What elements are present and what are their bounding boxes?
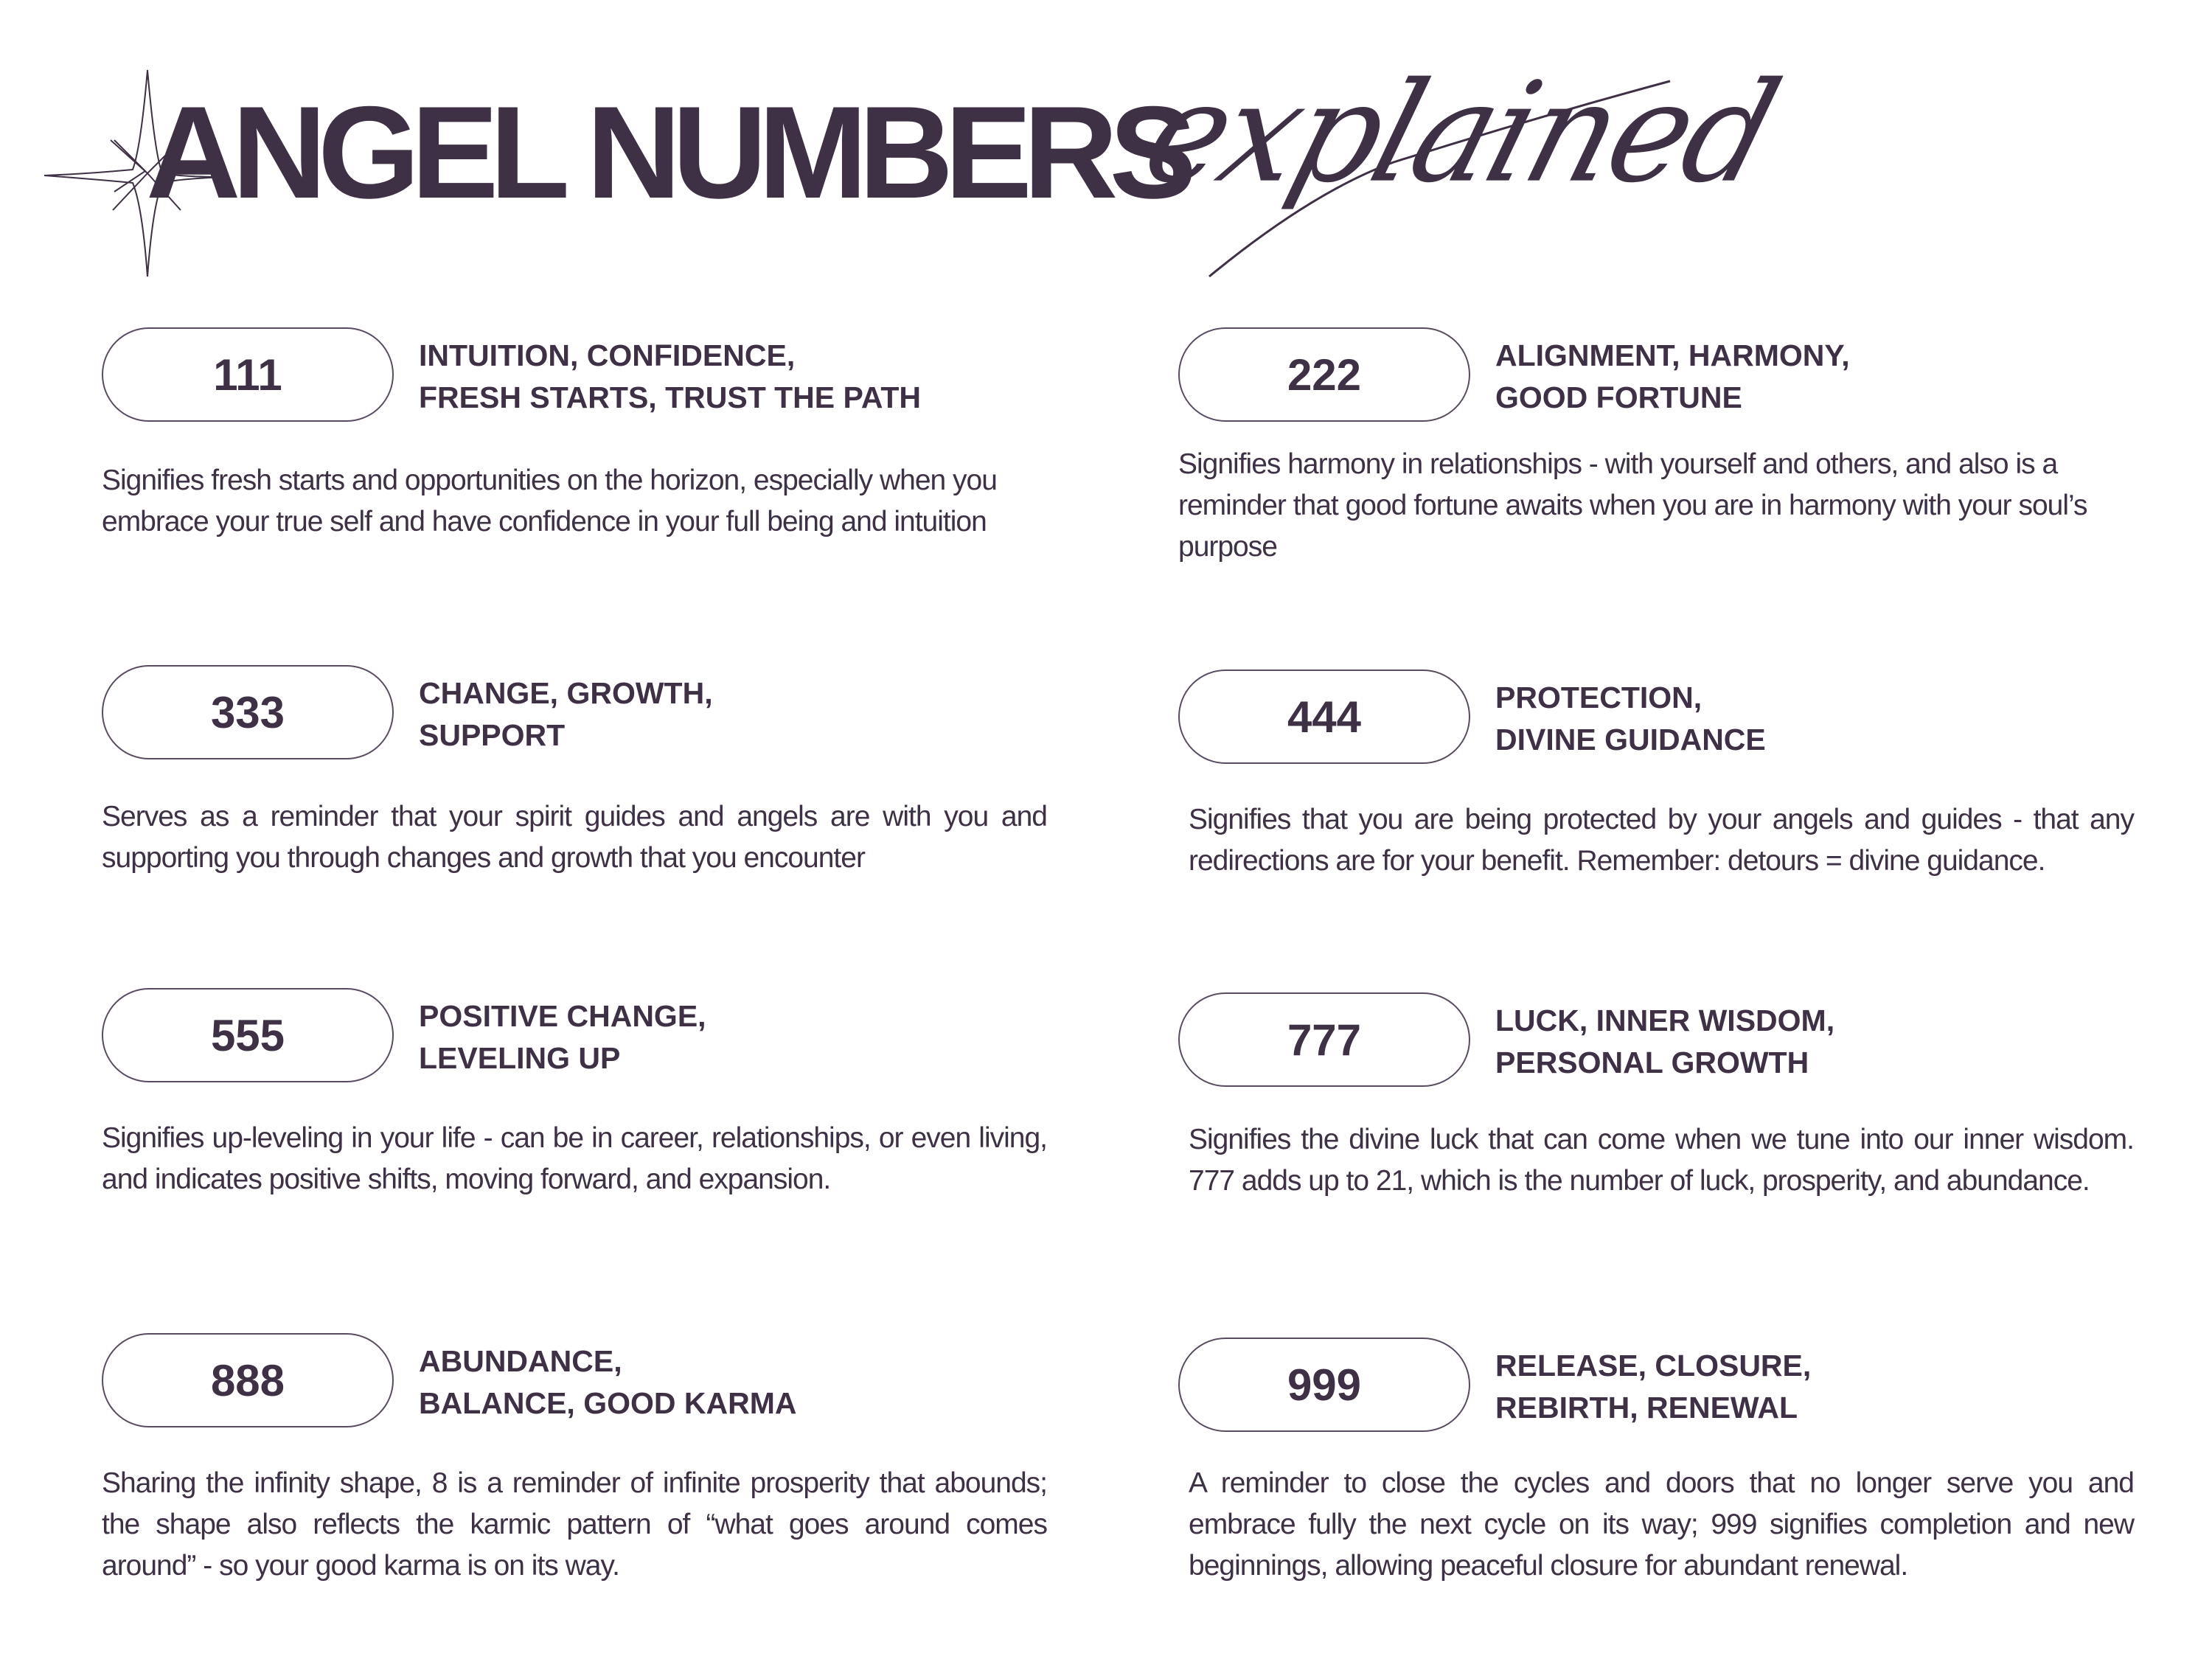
keyword-line: GOOD FORTUNE [1495,380,1742,414]
keyword-line: RELEASE, CLOSURE, [1495,1349,1812,1382]
keywords [1495,1000,1834,1084]
number-pill: 333 [102,665,394,759]
keyword-line: LUCK, INNER WISDOM, [1495,1004,1835,1037]
keywords [419,1340,796,1425]
keyword-line: PERSONAL GROWTH [1495,1046,1809,1079]
keyword-line: ALIGNMENT, HARMONY, [1495,338,1850,372]
description: Signifies fresh starts and opportunities on the horizon, especially when you embrace your true self and have confidence in your full being and intuition [102,465,997,538]
number-pill: 888 [102,1333,394,1427]
keyword-line: ABUNDANCE, [419,1344,622,1378]
description: Serves as a reminder that your spirit guides and angels are with you and supporting you through changes and growth that you encounter [102,801,1047,874]
number-pill: 555 [102,988,394,1082]
keyword-line: INTUITION, CONFIDENCE, [419,338,796,372]
keyword-line: PROTECTION, [1495,681,1703,714]
page-title: ANGEL NUMBERS [146,79,1189,226]
description: Signifies the divine luck that can come when we tune into our inner wisdom. 777 adds up to 21, which is the number of luck, prosperity, and abundance. [1189,1124,2134,1197]
description: Signifies up-leveling in your life - can be in career, relationships, or even living, and indicates positive shifts, moving forward, and expansion. [102,1122,1047,1195]
description: Sharing the infinity shape, 8 is a reminder of infinite prosperity that abounds; the shape also reflects the karmic pattern of “what goes around comes around” - so your good karma is on its way. [102,1467,1047,1582]
description: Signifies harmony in relationships - with yourself and others, and also is a reminder that good fortune awaits when you are in harmony with your soul’s purpose [1178,448,2087,563]
number-pill: 111 [102,327,394,422]
keywords [419,335,921,419]
keyword-line: LEVELING UP [419,1041,621,1075]
keywords [419,672,713,757]
keyword-line: BALANCE, GOOD KARMA [419,1386,797,1420]
keywords [419,995,706,1079]
number-pill: 999 [1178,1338,1470,1432]
keywords [1495,335,1850,419]
keyword-line: REBIRTH, RENEWAL [1495,1391,1798,1425]
number-pill: 777 [1178,992,1470,1087]
description: A reminder to close the cycles and doors that no longer serve you and embrace fully the next cycle on its way; 999 signifies completion and new beginnings, allowing peaceful closure for abundant renewal. [1189,1467,2134,1582]
keyword-line: FRESH STARTS, TRUST THE PATH [419,380,922,414]
keywords [1495,677,1766,761]
page-subtitle-script: explained [1128,52,1792,213]
number-pill: 444 [1178,669,1470,764]
keyword-line: POSITIVE CHANGE, [419,999,706,1033]
keyword-line: SUPPORT [419,718,566,752]
description: Signifies that you are being protected by your angels and guides - that any redirections are for your benefit. Remember: detours = divine guidance. [1189,804,2134,877]
keywords [1495,1345,1811,1429]
keyword-line: CHANGE, GROWTH, [419,676,713,710]
keyword-line: DIVINE GUIDANCE [1495,723,1766,757]
number-pill: 222 [1178,327,1470,422]
